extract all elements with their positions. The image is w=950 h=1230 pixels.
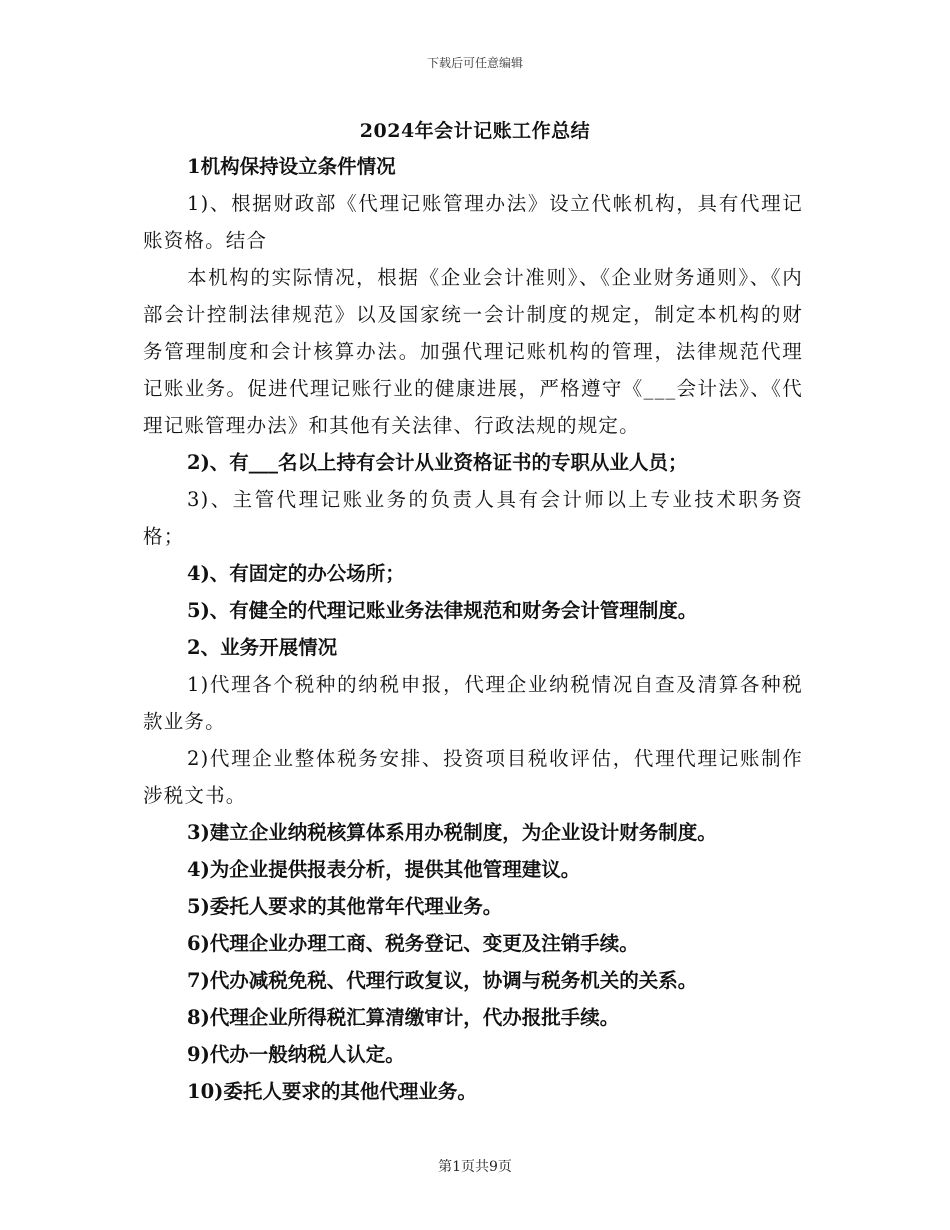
list-item: 8)代理企业所得税汇算清缴审计，代办报批手续。 (187, 1006, 620, 1029)
paragraph: 1)、根据财政部《代理记账管理办法》设立代帐机构，具有代理记账资格。结合 (143, 192, 803, 252)
list-item: 3)建立企业纳税核算体系用办税制度，为企业设计财务制度。 (187, 821, 717, 844)
paragraph: 本机构的实际情况，根据《企业会计准则》、《企业财务通则》、《内部会计控制法律规范》以及国家统一会计制度的规定，制定本机构的财务管理制度和会计核算办法。加强代理记账机构的管理，法律规范代理记账业务。促进代理记账行业的健康进展，严格遵守《___会计法》、《代理记账管理办法》和其他有关法律、行政法规的规定。 (143, 266, 803, 437)
list-item: 4)、有固定的办公场所； (187, 562, 405, 585)
list-item: 2)代理企业整体税务安排、投资项目税收评估，代理代理记账制作涉税文书。 (143, 747, 803, 807)
page-number: 第1页共9页 (438, 1159, 512, 1175)
list-item: 6)代理企业办理工商、税务登记、变更及注销手续。 (187, 932, 639, 955)
document-title: 2024年会计记账工作总结 (359, 120, 591, 142)
section-heading-1: 1机构保持设立条件情况 (187, 155, 396, 178)
page-header-note: 下载后可任意编辑 (426, 56, 523, 70)
list-item: 5)、有健全的代理记账业务法律规范和财务会计管理制度。 (187, 599, 698, 622)
list-item: 10)委托人要求的其他代理业务。 (187, 1080, 477, 1103)
list-item: 7)代办减税免税、代理行政复议，协调与税务机关的关系。 (187, 969, 698, 992)
list-item: 4)为企业提供报表分析，提供其他管理建议。 (187, 858, 581, 881)
section-heading-2: 2、业务开展情况 (187, 636, 338, 659)
list-item: 9)代办一般纳税人认定。 (187, 1043, 405, 1066)
document-body (143, 148, 803, 1110)
list-item: 5)委托人要求的其他常年代理业务。 (187, 895, 503, 918)
list-item: 1)代理各个税种的纳税申报，代理企业纳税情况自查及清算各种税款业务。 (143, 673, 803, 733)
list-item: 2)、有___名以上持有会计从业资格证书的专职从业人员； (187, 451, 688, 474)
list-item: 3)、主管代理记账业务的负责人具有会计师以上专业技术职务资格； (143, 488, 803, 548)
